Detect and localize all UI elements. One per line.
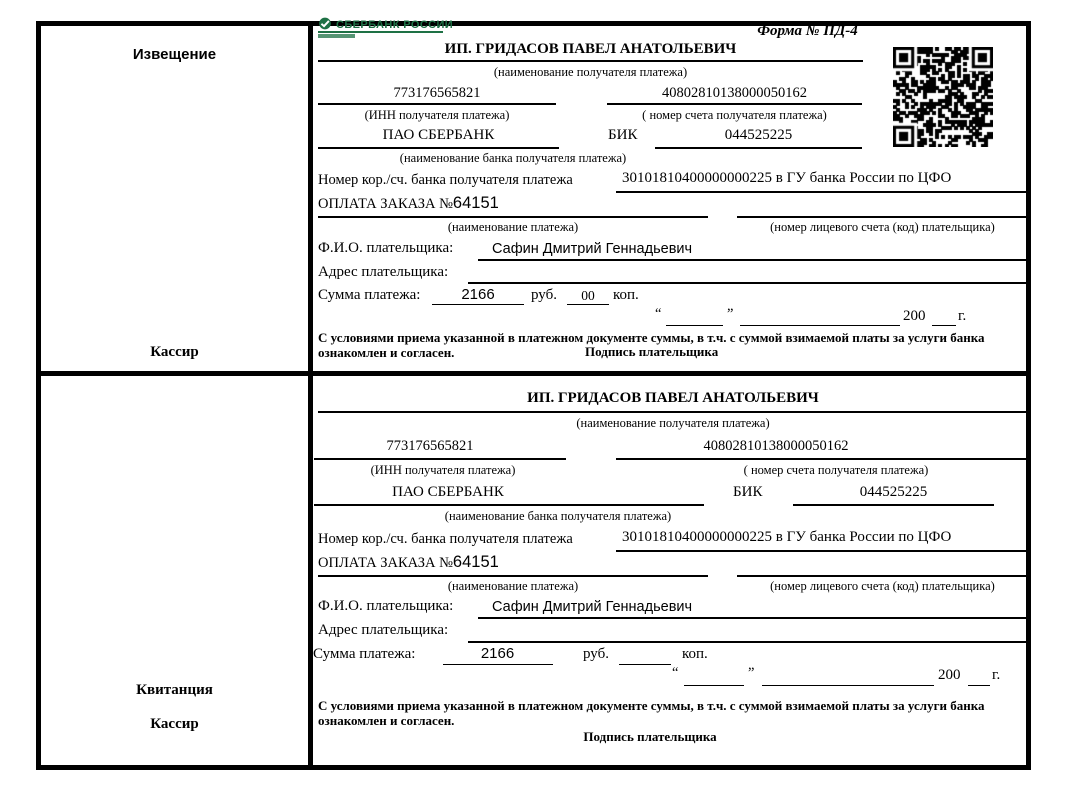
form-type-label: Форма № ПД-4 (757, 23, 858, 39)
payment-hint: (наименование платежа) (447, 220, 579, 234)
bank-name: ПАО СБЕРБАНК (382, 127, 495, 143)
payer-label: Ф.И.О. плательщика: (318, 598, 454, 614)
rule-line (619, 664, 671, 665)
rule-line (607, 103, 862, 105)
payment-hint: (наименование платежа) (447, 579, 579, 593)
rule-line (314, 458, 566, 460)
year-suffix: г. (958, 308, 967, 324)
corr-value: 30101810400000000225 в ГУ банка России по ЦФО (622, 529, 952, 545)
rule-line (616, 191, 1028, 193)
logo-tagline-strip (318, 34, 355, 38)
bik-value: 044525225 (859, 484, 928, 500)
rule-line (968, 685, 990, 686)
rule-line (478, 259, 1028, 261)
stub-cashier2-label: Кассир (150, 716, 199, 732)
rule-line (318, 411, 1028, 413)
date-quote-close: ” (748, 665, 755, 681)
address-label: Адрес плательщика: (318, 264, 449, 280)
payment-name (318, 553, 499, 572)
bik-label: БИК (733, 484, 763, 500)
rule-line (793, 504, 994, 506)
rule-line (468, 641, 1028, 643)
payer-label: Ф.И.О. плательщика: (318, 240, 454, 256)
kop-label: коп. (613, 287, 639, 303)
bik-value: 044525225 (724, 127, 793, 143)
rule-line (666, 325, 723, 326)
stub-notice-label: Извещение (132, 46, 217, 63)
payer-code-hint: (номер лицевого счета (код) плательщика) (770, 579, 995, 593)
amount-label: Сумма платежа: (313, 646, 416, 662)
address-label: Адрес плательщика: (318, 622, 449, 638)
rule-line (932, 325, 956, 326)
payee-hint: (наименование получателя платежа) (493, 65, 688, 79)
rule-line (468, 282, 1028, 284)
date-quote-open: “ (655, 306, 662, 322)
amount-label: Сумма платежа: (318, 287, 421, 303)
rule-line (616, 550, 1028, 552)
account-value: 40802810138000050162 (703, 438, 849, 454)
logo-underline (318, 31, 443, 33)
order-number: 64151 (452, 553, 499, 571)
bank-name: ПАО СБЕРБАНК (392, 484, 504, 500)
bank-hint: (наименование банка получателя платежа) (444, 509, 672, 523)
payee-name: ИП. ГРИДАСОВ ПАВЕЛ АНАТОЛЬЕВИЧ (444, 41, 737, 57)
inn-hint: (ИНН получателя платежа) (364, 108, 510, 122)
sberbank-logo-text: СБЕРБАНК РОССИИ (336, 19, 454, 31)
rule-line (684, 685, 744, 686)
inn-value: 773176565821 (386, 438, 474, 454)
payment-name (318, 194, 499, 213)
rule-line (737, 216, 1028, 218)
rule-line (478, 617, 1028, 619)
order-number: 64151 (452, 194, 499, 212)
rule-line (318, 147, 559, 149)
terms-line2: ознакомлен и согласен. (318, 713, 455, 728)
stub-cashier-label: Кассир (150, 344, 199, 360)
inn-hint: (ИНН получателя платежа) (370, 463, 516, 477)
payer-code-hint: (номер лицевого счета (код) плательщика) (770, 220, 995, 234)
rule-line (737, 575, 1028, 577)
rule-line (314, 504, 704, 506)
rub-label: руб. (531, 287, 557, 303)
corr-label: Номер кор./сч. банка получателя платежа (318, 172, 573, 188)
date-quote-open: “ (672, 665, 679, 681)
payment-label: ОПЛАТА ЗАКАЗА № (318, 196, 453, 212)
bank-hint: (наименование банка получателя платежа) (399, 151, 627, 165)
rule-line (443, 664, 553, 665)
signature-label: Подпись плательщика (583, 729, 717, 744)
payee-name: ИП. ГРИДАСОВ ПАВЕЛ АНАТОЛЬЕВИЧ (527, 390, 819, 406)
kop-label: коп. (682, 646, 708, 662)
rule-line (318, 575, 708, 577)
amount-rub-value: 2166 (480, 645, 515, 662)
account-hint: ( номер счета получателя платежа) (642, 108, 827, 122)
rule-line (740, 325, 900, 326)
rule-line (762, 685, 934, 686)
payee-hint: (наименование получателя платежа) (576, 416, 770, 430)
amount-rub-value: 2166 (461, 286, 495, 303)
rule-line (318, 60, 863, 62)
terms-line1: С условиями приема указанной в платежном документе суммы, в т.ч. с суммой взимаемой платы за услуги банка (318, 698, 985, 713)
rule-line (432, 304, 524, 305)
account-value: 40802810138000050162 (662, 85, 807, 101)
signature-label: Подпись плательщика (585, 344, 719, 359)
amount-kop-value: 00 (581, 288, 595, 303)
payment-label: ОПЛАТА ЗАКАЗА № (318, 555, 453, 571)
section-divider (38, 371, 1029, 376)
account-hint: ( номер счета получателя платежа) (743, 463, 929, 477)
bik-label: БИК (608, 127, 638, 143)
qr-code-image (893, 47, 993, 147)
date-quote-close: ” (727, 306, 734, 322)
terms-line1: С условиями приема указанной в платежном документе суммы, в т.ч. с суммой взимаемой платы за услуги банка (318, 330, 985, 345)
rule-line (567, 304, 609, 305)
corr-label: Номер кор./сч. банка получателя платежа (318, 531, 573, 547)
rule-line (318, 216, 708, 218)
rule-line (318, 103, 556, 105)
terms-line2: ознакомлен и согласен. (318, 345, 455, 360)
inn-value: 773176565821 (393, 85, 481, 101)
year-prefix: 200 (903, 308, 926, 324)
rule-line (655, 147, 862, 149)
rub-label: руб. (583, 646, 609, 662)
corr-value: 30101810400000000225 в ГУ банка России по ЦФО (622, 170, 952, 186)
payer-value: Сафин Дмитрий Геннадьевич (492, 241, 693, 257)
year-prefix: 200 (938, 667, 961, 683)
rule-line (616, 458, 1028, 460)
stub-receipt-label: Квитанция (136, 682, 213, 698)
year-suffix: г. (992, 667, 1001, 683)
payer-value: Сафин Дмитрий Геннадьевич (492, 599, 693, 615)
